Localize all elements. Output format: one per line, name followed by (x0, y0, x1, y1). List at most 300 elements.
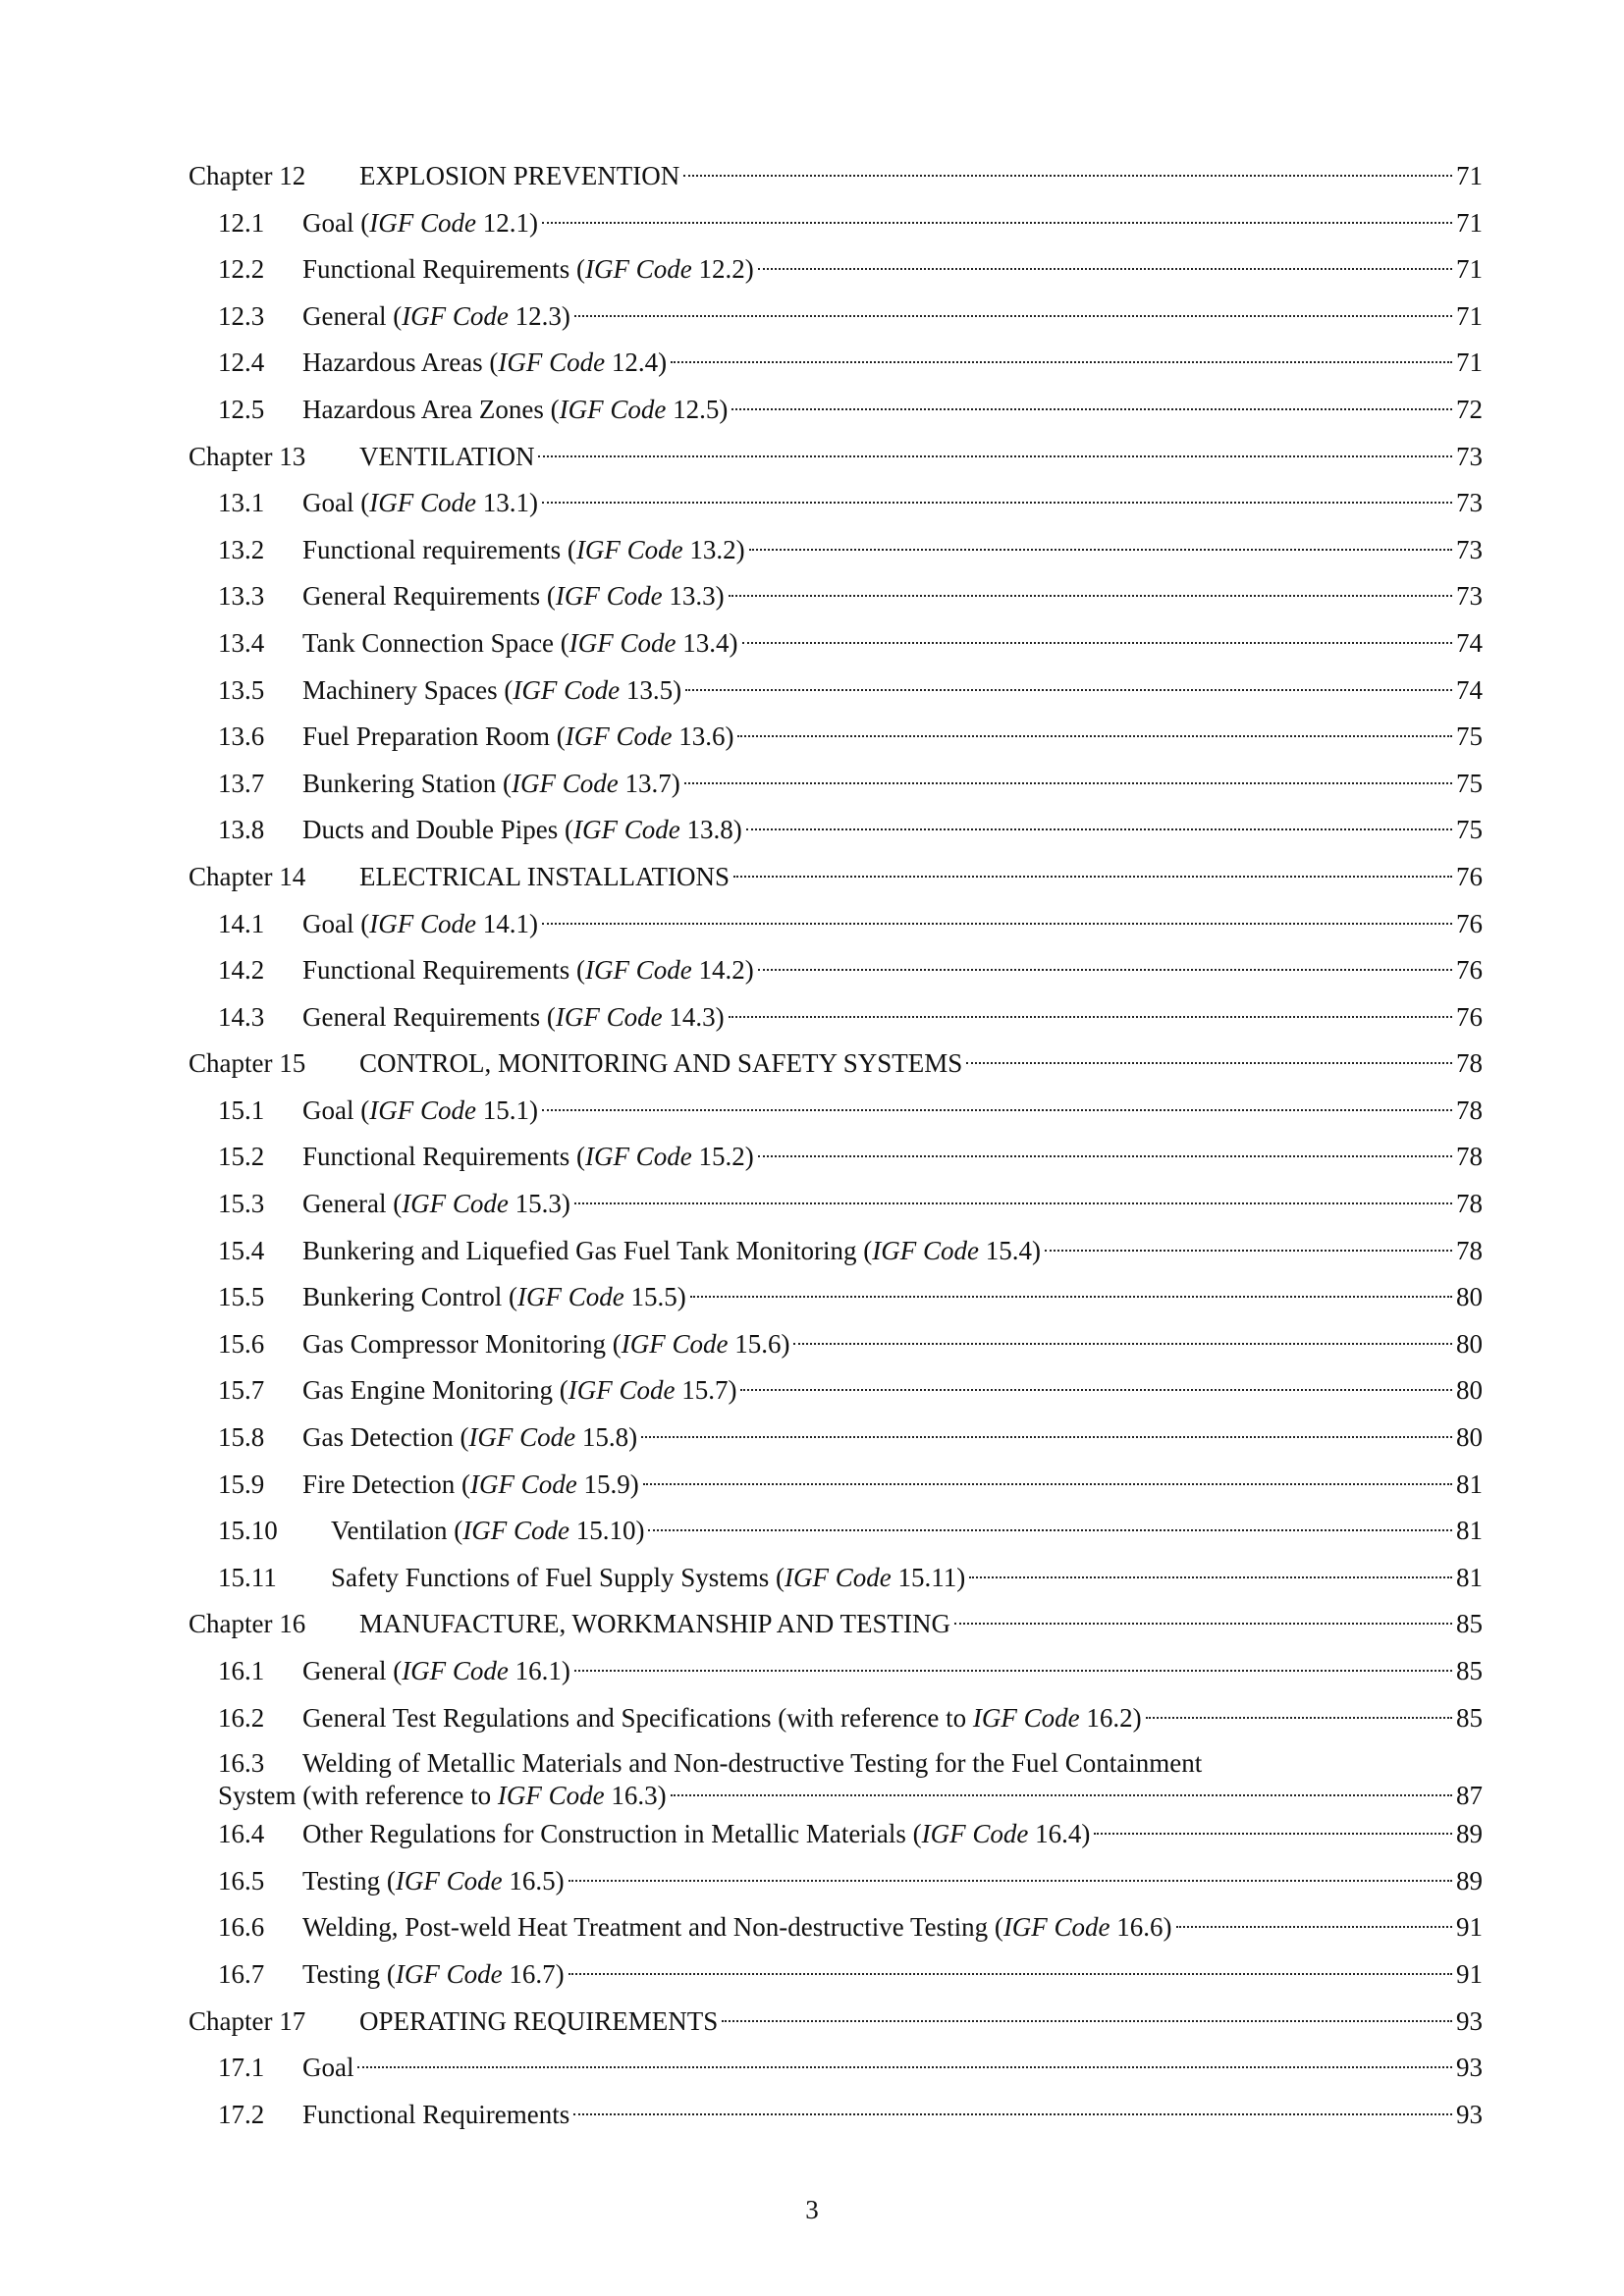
title-text: Hazardous Areas ( (302, 347, 499, 378)
code-reference: IGF Code (921, 1819, 1029, 1849)
code-reference: IGF Code (462, 1516, 569, 1546)
toc-section-entry[interactable] (189, 807, 1483, 854)
page-ref: 81 (1456, 1468, 1483, 1499)
section-title (302, 1321, 789, 1368)
title-text: Hazardous Area Zones ( (302, 394, 560, 424)
section-title (302, 994, 725, 1041)
toc-chapter-entry[interactable] (189, 434, 1483, 481)
title-text: Ducts and Double Pipes ( (302, 815, 573, 845)
page-ref: 76 (1456, 955, 1483, 986)
code-reference: IGF Code (497, 1781, 605, 1811)
code-reference: IGF Code (369, 488, 476, 518)
section-title (302, 1367, 736, 1415)
toc-section-entry[interactable] (189, 1811, 1483, 1858)
code-reference: IGF Code (468, 1422, 576, 1453)
title-text: General ( (302, 300, 403, 331)
section-title (302, 480, 538, 527)
code-reference: IGF Code (565, 721, 673, 752)
title-text: 16.5) (502, 1865, 565, 1896)
toc-section-entry[interactable] (189, 387, 1483, 434)
toc-section-entry[interactable] (189, 1228, 1483, 1275)
title-text: General Test Regulations and Specifications (with reference to (302, 1702, 973, 1733)
dot-leader (568, 1880, 1452, 1882)
dot-leader (1045, 1250, 1452, 1252)
title-text: Functional Requirements ( (302, 254, 585, 285)
title-text: 15.6) (728, 1328, 790, 1359)
page-ref: 78 (1456, 1189, 1483, 1219)
dot-leader (671, 1794, 1452, 1796)
code-reference: IGF Code (584, 1142, 692, 1172)
chapter-number: Chapter 16 (189, 1609, 306, 1639)
page-ref: 89 (1456, 1865, 1483, 1896)
section-title: Welding of Metallic Materials and Non-destructive Testing for the Fuel Containment (302, 1748, 1203, 1779)
title-text: 12.2) (691, 254, 754, 285)
section-number: 15.2 (218, 1142, 265, 1172)
section-title (302, 2092, 569, 2139)
page-ref: 78 (1456, 1048, 1483, 1079)
title-text: Tank Connection Space ( (302, 627, 569, 658)
section-number: 14.2 (218, 955, 265, 986)
dot-leader (749, 549, 1452, 551)
dot-leader (793, 1343, 1452, 1345)
section-number: 14.3 (218, 1001, 265, 1032)
toc-section-entry[interactable] (189, 1904, 1483, 1951)
dot-leader (573, 2113, 1452, 2115)
dot-leader (542, 222, 1452, 224)
section-title (302, 807, 742, 854)
title-text: 12.3) (508, 300, 570, 331)
title-text: 13.3) (662, 581, 725, 612)
chapter-title (359, 1601, 950, 1648)
code-reference: IGF Code (621, 1328, 729, 1359)
code-reference: IGF Code (555, 581, 663, 612)
chapter-number: Chapter 14 (189, 861, 306, 891)
section-number: 14.1 (218, 908, 265, 938)
table-of-contents (189, 153, 1483, 2138)
page-ref: 80 (1456, 1375, 1483, 1406)
page-ref: 74 (1456, 627, 1483, 658)
section-number: 17.2 (218, 2099, 265, 2129)
page-ref: 81 (1456, 1516, 1483, 1546)
section-title (302, 527, 745, 574)
section-number: 15.10 (218, 1516, 278, 1546)
page-ref: 87 (1456, 1781, 1483, 1811)
code-reference: IGF Code (555, 1001, 663, 1032)
page-ref: 85 (1456, 1609, 1483, 1639)
page-ref: 93 (1456, 2053, 1483, 2083)
title-text: 15.9) (576, 1468, 639, 1499)
section-title (302, 294, 570, 341)
page-ref: 71 (1456, 347, 1483, 378)
toc-section-entry[interactable] (189, 901, 1483, 948)
title-text: 12.1) (475, 207, 538, 238)
title-text: Fuel Preparation Room ( (302, 721, 566, 752)
title-text: EXPLOSION PREVENTION (359, 161, 680, 190)
section-title (302, 667, 681, 715)
section-title (302, 1462, 639, 1509)
title-text: Other Regulations for Construction in Metallic Materials ( (302, 1819, 922, 1849)
dot-leader (641, 1436, 1452, 1438)
section-number: 16.5 (218, 1865, 265, 1896)
title-text: VENTILATION (359, 441, 535, 471)
page-ref: 71 (1456, 254, 1483, 285)
toc-entry-first-line (218, 1747, 1483, 1780)
section-number: 13.4 (218, 627, 265, 658)
title-text: 14.2) (691, 955, 754, 986)
page-number: 3 (805, 2195, 819, 2224)
page-ref: 76 (1456, 1001, 1483, 1032)
section-title (302, 1415, 637, 1462)
dot-leader (969, 1576, 1452, 1578)
chapter-number: Chapter 15 (189, 1048, 306, 1079)
title-text: Functional Requirements ( (302, 1142, 585, 1172)
page-ref: 73 (1456, 441, 1483, 471)
section-title (302, 1088, 538, 1135)
toc-section-entry[interactable] (189, 1648, 1483, 1695)
section-title (302, 340, 667, 387)
page-ref: 91 (1456, 1958, 1483, 1989)
section-title (302, 901, 538, 948)
toc-chapter-entry[interactable] (189, 1999, 1483, 2046)
toc-section-entry[interactable] (189, 200, 1483, 247)
title-text: 15.5) (623, 1282, 686, 1312)
chapter-title (359, 1999, 718, 2046)
toc-section-entry[interactable] (189, 1321, 1483, 1368)
section-title (302, 387, 728, 434)
title-text: General Requirements ( (302, 1001, 556, 1032)
page-ref: 74 (1456, 674, 1483, 705)
title-text: Machinery Spaces ( (302, 674, 514, 705)
page-ref: 80 (1456, 1422, 1483, 1453)
code-reference: IGF Code (369, 1095, 476, 1125)
title-text: Bunkering Station ( (302, 768, 512, 798)
dot-leader (740, 1389, 1452, 1391)
section-number: 12.2 (218, 254, 265, 285)
title-text: Safety Functions of Fuel Supply Systems ( (331, 1562, 785, 1592)
dot-leader (683, 175, 1452, 177)
dot-leader (722, 2020, 1452, 2022)
section-title (302, 1811, 1090, 1858)
title-text: 16.3) (604, 1781, 667, 1811)
toc-chapter-entry[interactable] (189, 153, 1483, 200)
section-title (302, 1134, 754, 1181)
toc-section-entry[interactable] (189, 1951, 1483, 1999)
dot-leader (574, 315, 1452, 317)
page-ref: 81 (1456, 1562, 1483, 1592)
dot-leader (742, 642, 1452, 644)
toc-section-entry[interactable] (189, 1415, 1483, 1462)
dot-leader (758, 1155, 1452, 1157)
dot-leader (954, 1623, 1452, 1625)
title-text: 16.6) (1110, 1912, 1172, 1943)
code-reference: IGF Code (872, 1235, 979, 1265)
toc-section-entry[interactable] (189, 1508, 1483, 1555)
section-title (302, 1648, 570, 1695)
title-text: 15.11) (891, 1562, 966, 1592)
title-text: 16.4) (1028, 1819, 1091, 1849)
title-text: 13.4) (676, 627, 738, 658)
toc-section-entry[interactable] (189, 573, 1483, 620)
title-text: OPERATING REQUIREMENTS (359, 2005, 719, 2036)
title-text: 15.10) (568, 1516, 645, 1546)
dot-leader (684, 782, 1452, 784)
section-title (302, 1858, 565, 1905)
title-text: 15.4) (979, 1235, 1041, 1265)
title-text: Fire Detection ( (302, 1468, 470, 1499)
dot-leader (643, 1483, 1452, 1485)
section-number: 13.7 (218, 768, 265, 798)
section-number: 13.1 (218, 488, 265, 518)
code-reference: IGF Code (402, 1189, 509, 1219)
title-text: 15.8) (575, 1422, 638, 1453)
title-text: 15.1) (475, 1095, 538, 1125)
section-title (302, 1951, 565, 1999)
code-reference: IGF Code (516, 1282, 624, 1312)
toc-section-entry[interactable] (189, 2092, 1483, 2139)
title-text: 15.3) (508, 1189, 570, 1219)
title-text: Ventilation ( (331, 1516, 463, 1546)
page-ref: 93 (1456, 2005, 1483, 2036)
dot-leader (731, 408, 1452, 410)
toc-section-entry[interactable] (189, 1462, 1483, 1509)
code-reference: IGF Code (513, 674, 621, 705)
title-text: 13.1) (475, 488, 538, 518)
dot-leader (538, 455, 1452, 457)
title-text: Functional Requirements ( (302, 955, 585, 986)
section-number: 12.1 (218, 207, 265, 238)
title-text: Functional Requirements (302, 2099, 570, 2129)
page-ref: 78 (1456, 1142, 1483, 1172)
page-ref: 75 (1456, 721, 1483, 752)
section-title (331, 1555, 965, 1602)
toc-entry-second-line (218, 1780, 1483, 1812)
section-title (302, 573, 725, 620)
toc-chapter-entry[interactable] (189, 854, 1483, 901)
toc-section-entry[interactable] (189, 294, 1483, 341)
section-number: 16.1 (218, 1656, 265, 1685)
section-number: 16.3 (218, 1748, 265, 1779)
title-text: Gas Detection ( (302, 1422, 469, 1453)
section-number: 16.2 (218, 1702, 265, 1733)
page-ref: 78 (1456, 1095, 1483, 1125)
section-title (302, 620, 738, 667)
title-text: Gas Compressor Monitoring ( (302, 1328, 622, 1359)
section-number: 15.7 (218, 1375, 265, 1406)
section-number: 16.4 (218, 1819, 265, 1849)
page-ref: 76 (1456, 908, 1483, 938)
toc-section-entry[interactable] (189, 2045, 1483, 2092)
toc-section-entry[interactable] (189, 1695, 1483, 1742)
chapter-number: Chapter 13 (189, 441, 306, 471)
title-text: Welding, Post-weld Heat Treatment and Non-destructive Testing ( (302, 1912, 1003, 1943)
toc-section-entry[interactable] (189, 340, 1483, 387)
toc-section-entry[interactable] (189, 761, 1483, 808)
toc-chapter-entry[interactable] (189, 1041, 1483, 1088)
toc-section-entry[interactable] (189, 480, 1483, 527)
page-ref: 85 (1456, 1656, 1483, 1685)
dot-leader (357, 2066, 1452, 2068)
dot-leader (648, 1529, 1452, 1531)
title-text: 13.2) (682, 534, 745, 564)
chapter-title (359, 434, 534, 481)
dot-leader (574, 1670, 1452, 1672)
code-reference: IGF Code (584, 254, 692, 285)
dot-leader (574, 1202, 1452, 1204)
toc-entry[interactable] (189, 1741, 1483, 1811)
section-title (302, 1274, 686, 1321)
toc-chapter-entry[interactable] (189, 1601, 1483, 1648)
title-text: Goal ( (302, 908, 370, 938)
title-text: 15.2) (691, 1142, 754, 1172)
chapter-number: Chapter 17 (189, 2005, 306, 2036)
toc-section-entry[interactable] (189, 1134, 1483, 1181)
section-number: 15.8 (218, 1422, 265, 1453)
page-ref: 72 (1456, 394, 1483, 424)
dot-leader (671, 361, 1452, 363)
section-number: 15.5 (218, 1282, 265, 1312)
dot-leader (746, 828, 1452, 830)
page-ref: 75 (1456, 768, 1483, 798)
title-text: Goal ( (302, 207, 370, 238)
section-title (302, 1181, 570, 1228)
title-text: Functional requirements ( (302, 534, 576, 564)
toc-section-entry[interactable] (189, 1858, 1483, 1905)
section-number: 13.5 (218, 674, 265, 705)
toc-section-entry[interactable] (189, 527, 1483, 574)
dot-leader (966, 1062, 1452, 1064)
title-text: 16.7) (502, 1958, 565, 1989)
title-text: ELECTRICAL INSTALLATIONS (359, 861, 731, 891)
title-text: Bunkering and Liquefied Gas Fuel Tank Monitoring ( (302, 1235, 873, 1265)
section-number: 15.4 (218, 1235, 265, 1265)
section-title (302, 761, 680, 808)
dot-leader (568, 1973, 1452, 1975)
page-ref: 89 (1456, 1819, 1483, 1849)
section-title (302, 1228, 1041, 1275)
dot-leader (729, 1016, 1452, 1018)
page-ref: 73 (1456, 534, 1483, 564)
page-ref: 91 (1456, 1912, 1483, 1943)
page-ref: 71 (1456, 161, 1483, 190)
toc-section-entry[interactable] (189, 667, 1483, 715)
chapter-number: Chapter 12 (189, 161, 306, 190)
code-reference: IGF Code (972, 1702, 1080, 1733)
dot-leader (542, 923, 1452, 925)
section-title-continued (218, 1780, 667, 1812)
section-number: 12.4 (218, 347, 265, 378)
title-text: 13.7) (618, 768, 680, 798)
section-title (302, 246, 754, 294)
section-title (302, 1695, 1142, 1742)
page-ref: 75 (1456, 815, 1483, 845)
title-text: CONTROL, MONITORING AND SAFETY SYSTEMS (359, 1048, 963, 1079)
title-text: System (with reference to (218, 1781, 498, 1811)
section-number: 15.3 (218, 1189, 265, 1219)
section-number: 12.3 (218, 300, 265, 331)
dot-leader (1176, 1926, 1452, 1928)
toc-section-entry[interactable] (189, 620, 1483, 667)
page-ref: 73 (1456, 488, 1483, 518)
title-text: 14.1) (475, 908, 538, 938)
toc-section-entry[interactable] (189, 1367, 1483, 1415)
toc-section-entry[interactable] (189, 947, 1483, 994)
toc-section-entry[interactable] (189, 1181, 1483, 1228)
dot-leader (758, 969, 1452, 971)
section-number: 15.11 (218, 1562, 277, 1592)
title-text: Bunkering Control ( (302, 1282, 517, 1312)
page-ref: 78 (1456, 1235, 1483, 1265)
page-ref: 76 (1456, 861, 1483, 891)
code-reference: IGF Code (369, 908, 476, 938)
section-title (331, 1508, 644, 1555)
section-number: 12.5 (218, 394, 265, 424)
dot-leader (729, 595, 1452, 597)
code-reference: IGF Code (511, 768, 619, 798)
section-number: 16.7 (218, 1958, 265, 1989)
title-text: General Requirements ( (302, 581, 556, 612)
title-text: 16.2) (1079, 1702, 1142, 1733)
code-reference: IGF Code (469, 1468, 577, 1499)
dot-leader (690, 1296, 1452, 1298)
code-reference: IGF Code (559, 394, 667, 424)
chapter-title (359, 153, 679, 200)
toc-section-entry[interactable] (189, 714, 1483, 761)
code-reference: IGF Code (395, 1958, 503, 1989)
section-number: 16.6 (218, 1912, 265, 1943)
code-reference: IGF Code (568, 1375, 676, 1406)
code-reference: IGF Code (572, 815, 680, 845)
title-text: General ( (302, 1656, 403, 1685)
section-title (302, 1904, 1172, 1951)
toc-section-entry[interactable] (189, 1274, 1483, 1321)
section-title (302, 714, 733, 761)
title-text: Goal ( (302, 488, 370, 518)
dot-leader (542, 502, 1452, 504)
toc-section-entry[interactable] (189, 246, 1483, 294)
dot-leader (733, 876, 1452, 878)
dot-leader (685, 689, 1452, 691)
page-ref: 71 (1456, 207, 1483, 238)
dot-leader (1146, 1717, 1452, 1719)
title-text: 13.8) (679, 815, 742, 845)
chapter-title (359, 854, 730, 901)
section-number: 13.3 (218, 581, 265, 612)
toc-section-entry[interactable] (189, 1088, 1483, 1135)
section-number: 13.2 (218, 534, 265, 564)
toc-section-entry[interactable] (189, 1555, 1483, 1602)
code-reference: IGF Code (568, 627, 677, 658)
title-text: MANUFACTURE, WORKMANSHIP AND TESTING (359, 1609, 951, 1639)
code-reference: IGF Code (584, 955, 692, 986)
dot-leader (758, 268, 1452, 270)
section-number: 13.8 (218, 815, 265, 845)
title-text: 12.4) (605, 347, 668, 378)
code-reference: IGF Code (785, 1562, 892, 1592)
code-reference: IGF Code (575, 534, 683, 564)
code-reference: IGF Code (395, 1865, 503, 1896)
section-number: 13.6 (218, 721, 265, 752)
title-text: 12.5) (666, 394, 729, 424)
title-text: 13.5) (620, 674, 682, 705)
section-title (302, 2045, 353, 2092)
code-reference: IGF Code (369, 207, 476, 238)
dot-leader (1094, 1833, 1452, 1835)
page-ref: 80 (1456, 1282, 1483, 1312)
title-text: General ( (302, 1189, 403, 1219)
toc-section-entry[interactable] (189, 994, 1483, 1041)
section-number: 15.1 (218, 1095, 265, 1125)
title-text: Testing ( (302, 1958, 396, 1989)
